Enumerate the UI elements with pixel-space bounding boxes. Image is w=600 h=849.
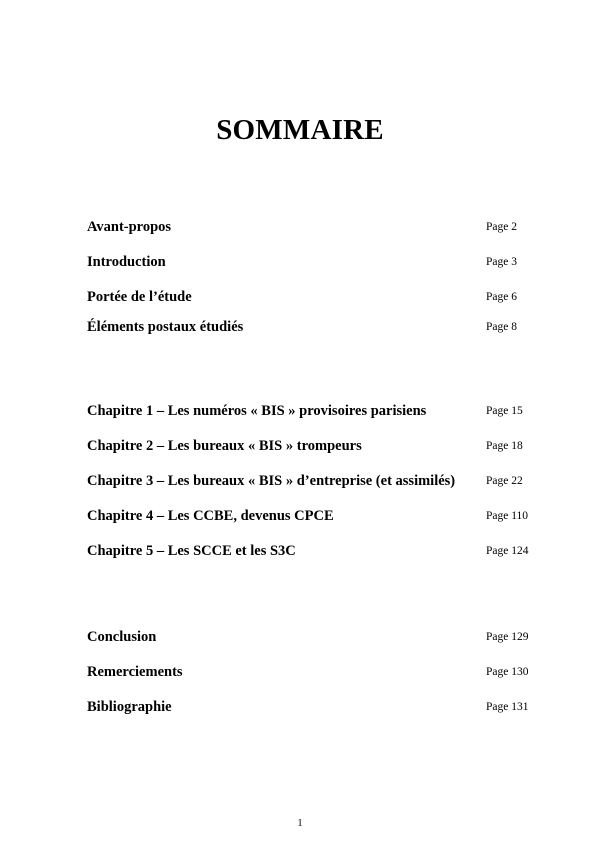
- toc-entry-label: Avant-propos: [87, 219, 172, 235]
- toc-entry-label: Chapitre 3 – Les bureaux « BIS » d’entreprise (et assimilés): [87, 473, 456, 489]
- toc-entry-chapitre-2: [87, 438, 547, 460]
- toc-entry-conclusion: [87, 629, 547, 651]
- toc-entry-page: Page 15: [486, 405, 523, 417]
- toc-entry-page: Page 110: [486, 510, 529, 522]
- page-number: 1: [297, 818, 303, 829]
- toc-entry-avant-propos: [87, 219, 547, 241]
- toc-entry-introduction: [87, 254, 547, 276]
- toc-entry-bibliographie: [87, 699, 547, 721]
- toc-entry-label: Chapitre 5 – Les SCCE et les S3C: [87, 543, 296, 559]
- toc-entry-page: Page 3: [486, 256, 517, 268]
- page-title: SOMMAIRE: [216, 114, 384, 146]
- toc-entry-page: Page 18: [486, 440, 523, 452]
- toc-entry-page: Page 8: [486, 321, 517, 333]
- toc-entry-label: Chapitre 1 – Les numéros « BIS » provisoires parisiens: [87, 403, 427, 419]
- toc-entry-page: Page 130: [486, 666, 529, 678]
- toc-entry-label: Introduction: [87, 254, 166, 270]
- toc-entry-chapitre-5: [87, 543, 547, 565]
- toc-entry-chapitre-1: [87, 403, 547, 425]
- toc-entry-chapitre-3: [87, 473, 547, 495]
- toc-entry-page: Page 2: [486, 221, 517, 233]
- toc-entry-page: Page 131: [486, 701, 529, 713]
- toc-entry-remerciements: [87, 664, 547, 686]
- toc-entry-label: Chapitre 4 – Les CCBE, devenus CPCE: [87, 508, 334, 524]
- toc-entry-label: Chapitre 2 – Les bureaux « BIS » trompeurs: [87, 438, 362, 454]
- toc-entry-label: Conclusion: [87, 629, 157, 645]
- toc-entry-label: Remerciements: [87, 664, 183, 680]
- toc-entry-label: Éléments postaux étudiés: [87, 319, 244, 335]
- toc-entry-chapitre-4: [87, 508, 547, 530]
- toc-entry-label: Bibliographie: [87, 699, 172, 715]
- toc-entry-page: Page 6: [486, 291, 517, 303]
- toc-entry-portee-etude: [87, 289, 547, 311]
- toc-entry-page: Page 22: [486, 475, 523, 487]
- toc-entry-page: Page 129: [486, 631, 529, 643]
- toc-entry-page: Page 124: [486, 545, 529, 557]
- toc-entry-elements-postaux: [87, 319, 547, 341]
- toc-entry-label: Portée de l’étude: [87, 289, 192, 305]
